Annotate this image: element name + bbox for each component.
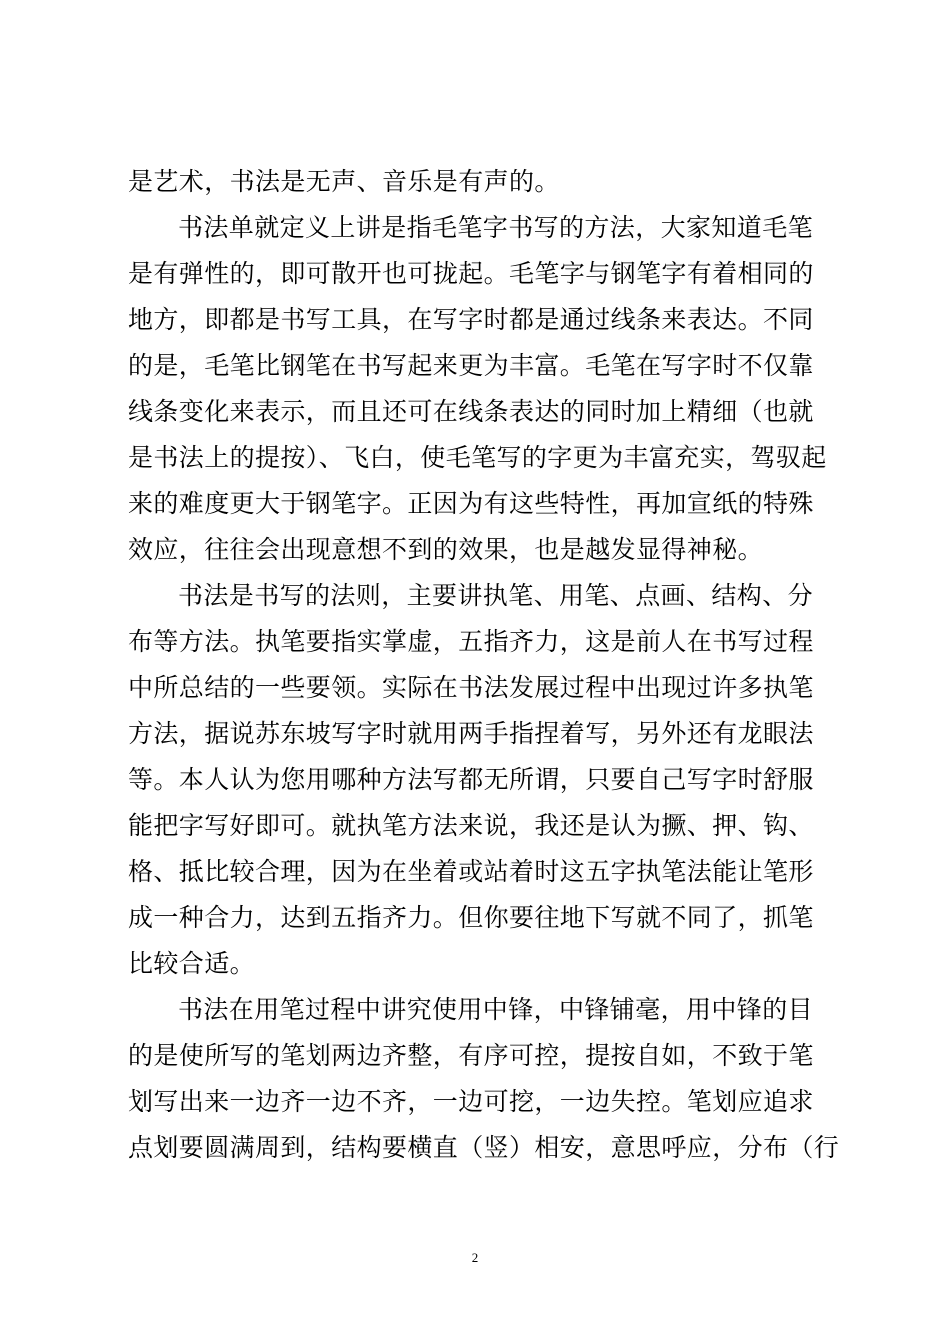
text-line: 的是，毛笔比钢笔在书写起来更为丰富。毛笔在写字时不仅靠 — [128, 351, 814, 380]
text-line: 中所总结的一些要领。实际在书法发展过程中出现过许多执笔 — [128, 673, 814, 702]
document-body — [128, 159, 840, 1171]
text-line: 方法，据说苏东坡写字时就用两手指捏着写，另外还有龙眼法 — [128, 719, 814, 748]
text-line: 书法是书写的法则，主要讲执笔、用笔、点画、结构、分 — [178, 581, 814, 610]
text-line: 是书法上的提按）、飞白，使毛笔写的字更为丰富充实，驾驭起 — [128, 443, 827, 472]
text-line: 是艺术，书法是无声、音乐是有声的。 — [128, 167, 560, 196]
text-line: 的是使所写的笔划两边齐整，有序可控，提按自如，不致于笔 — [128, 1041, 814, 1070]
text-line: 效应，往往会出现意想不到的效果，也是越发显得神秘。 — [128, 535, 764, 564]
text-line: 布等方法。执笔要指实掌虚，五指齐力，这是前人在书写过程 — [128, 627, 814, 656]
text-line: 书法在用笔过程中讲究使用中锋，中锋铺毫，用中锋的目 — [178, 995, 814, 1024]
text-line: 来的难度更大于钢笔字。正因为有这些特性，再加宣纸的特殊 — [128, 489, 814, 518]
text-line: 格、抵比较合理，因为在坐着或站着时这五字执笔法能让笔形 — [128, 857, 814, 886]
text-line: 等。本人认为您用哪种方法写都无所谓，只要自己写字时舒服 — [128, 765, 814, 794]
text-line: 点划要圆满周到，结构要横直（竖）相安，意思呼应，分布（行 — [128, 1133, 840, 1162]
text-line: 线条变化来表示，而且还可在线条表达的同时加上精细（也就 — [128, 397, 814, 426]
text-line: 能把字写好即可。就执笔方法来说，我还是认为撅、押、钩、 — [128, 811, 814, 840]
text-line: 成一种合力，达到五指齐力。但你要往地下写就不同了，抓笔 — [128, 903, 814, 932]
text-line: 书法单就定义上讲是指毛笔字书写的方法，大家知道毛笔 — [178, 213, 814, 242]
text-line: 划写出来一边齐一边不齐，一边可挖，一边失控。笔划应追求 — [128, 1087, 814, 1116]
page-number: 2 — [471, 1250, 479, 1265]
text-line: 地方，即都是书写工具，在写字时都是通过线条来表达。不同 — [128, 305, 814, 334]
text-line: 是有弹性的，即可散开也可拢起。毛笔字与钢笔字有着相同的 — [128, 259, 814, 288]
text-line: 比较合适。 — [128, 949, 256, 978]
